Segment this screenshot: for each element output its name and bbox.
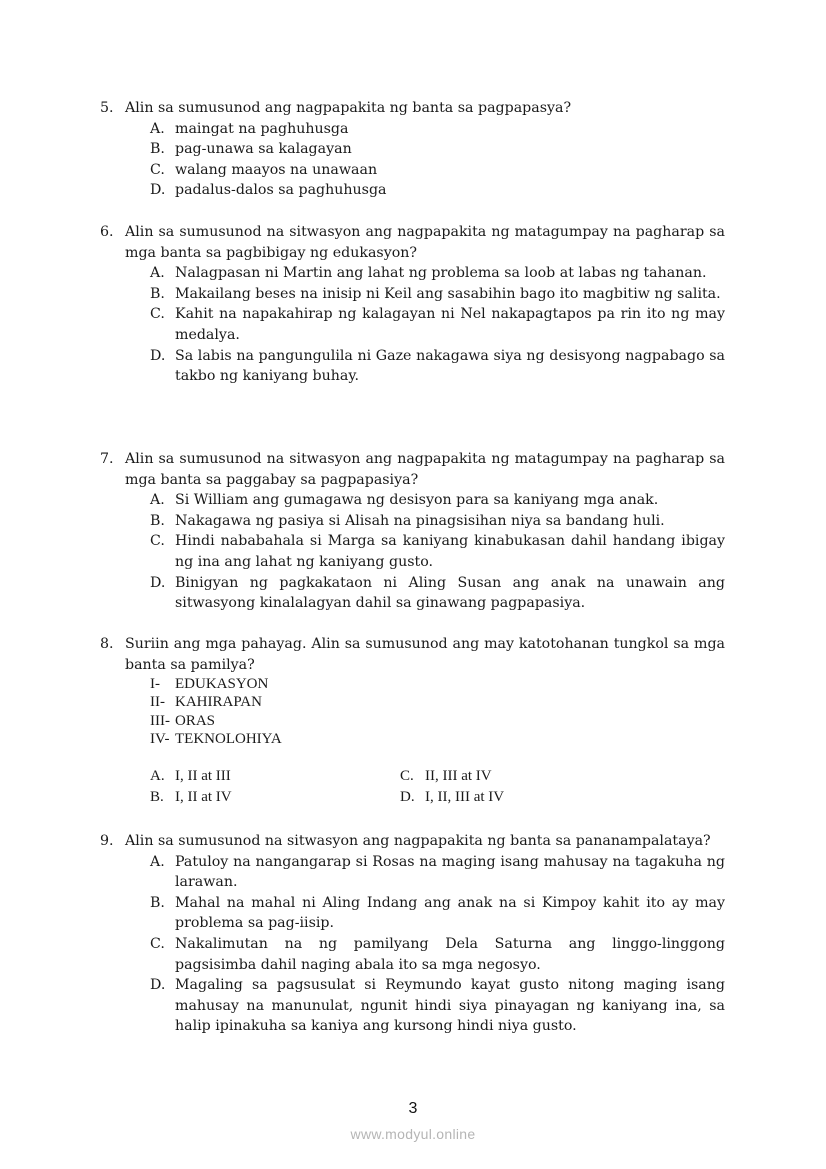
option-letter: D. — [150, 347, 166, 364]
question-text: Alin sa sumusunod na sitwasyon ang nagpapakita ng matagumpay na pagharap sa mga banta sa pagbibigay ng edukasyon? — [125, 224, 725, 261]
option-text: Kahit na napakahirap ng kalagayan ni Nel nakapagtapos pa rin ito ng may medalya. — [175, 306, 725, 343]
option-d — [150, 346, 725, 387]
option-text: I, II at III — [175, 768, 231, 784]
option-a — [150, 263, 725, 284]
question-6 — [100, 222, 725, 387]
option-text: walang maayos na unawaan — [175, 161, 378, 178]
question-number: 5. — [100, 100, 114, 116]
question-text: Alin sa sumusunod na sitwasyon ang nagpapakita ng matagumpay na pagharap sa mga banta sa paggabay sa pagpapasiya? — [125, 451, 725, 488]
option-letter: D. — [400, 788, 415, 805]
answer-grid — [150, 766, 725, 807]
option-text: Binigyan ng pagkakataon ni Aling Susan ang anak na unawain ang sitwasyong kinalalagyan dahil sa ginawang pagpapasiya. — [175, 574, 725, 612]
option-b — [150, 511, 725, 532]
option-d — [150, 180, 725, 201]
option-b — [150, 139, 725, 160]
option-text: Sa labis na pangungulila ni Gaze nakagawa siya ng desisyong nagpabago sa takbo ng kaniyang buhay. — [175, 347, 725, 385]
option-letter: C. — [400, 768, 414, 784]
option-text: Si William ang gumagawa ng desisyon para sa kaniyang mga anak. — [175, 492, 659, 509]
option-b — [150, 893, 725, 934]
option-letter: B. — [150, 512, 165, 529]
question-number: 6. — [100, 224, 114, 240]
question-text: Suriin ang mga pahayag. Alin sa sumusunod ang may katotohanan tungkol sa mga banta sa pamilya? — [125, 636, 725, 673]
option-letter: A. — [150, 120, 165, 137]
option-text: II, III at IV — [425, 768, 492, 784]
option-a — [150, 119, 725, 140]
option-letter: C. — [150, 161, 165, 178]
option-a — [150, 490, 725, 511]
option-a — [150, 766, 400, 787]
option-text: Makailang beses na inisip ni Keil ang sasabihin bago ito magbitiw ng salita. — [175, 285, 721, 302]
option-c — [150, 160, 725, 181]
option-letter: A. — [150, 853, 165, 870]
statement-numeral: II- — [150, 694, 165, 711]
option-text: Nakalimutan na ng pamilyang Dela Saturna ang linggo-linggong pagsisimba dahil naging abala ito sa mga negosyo. — [175, 935, 725, 973]
option-text: Magaling sa pagsusulat si Reymundo kayat gusto nitong maging isang mahusay na manunulat, ngunit hindi siya pinayagan ng kaniyang ina, sa halip ipinakuha sa kaniya ang kursong hindi niya gusto. — [175, 977, 725, 1035]
statement-item — [150, 712, 725, 730]
option-d — [150, 573, 725, 614]
option-text: I, II at IV — [175, 788, 232, 805]
option-letter: D. — [150, 977, 166, 994]
option-d — [400, 787, 650, 808]
option-b — [150, 284, 725, 305]
statement-item — [150, 730, 725, 748]
watermark-url: www.modyul.online — [350, 1126, 476, 1142]
option-letter: C. — [150, 306, 165, 323]
option-letter: B. — [150, 285, 165, 302]
question-5 — [100, 98, 725, 201]
option-text: I, II, III at IV — [425, 788, 505, 805]
statement-numeral: IV- — [150, 730, 170, 747]
option-letter: B. — [150, 141, 165, 158]
statement-list — [150, 675, 725, 748]
question-text: Alin sa sumusunod na sitwasyon ang nagpapakita ng banta sa pananampalataya? — [125, 833, 711, 849]
option-d — [150, 975, 725, 1037]
option-a — [150, 852, 725, 893]
statement-text: ORAS — [175, 712, 216, 729]
option-b — [150, 787, 400, 808]
question-number: 9. — [100, 833, 114, 849]
question-number: 8. — [100, 636, 114, 652]
option-letter: A. — [150, 492, 165, 509]
statement-text: EDUKASYON — [175, 676, 269, 693]
option-text: padalus-dalos sa paghuhusga — [175, 182, 387, 199]
option-text: maingat na paghuhusga — [175, 120, 349, 137]
option-c — [150, 304, 725, 345]
statement-numeral: III- — [150, 712, 170, 729]
option-letter: D. — [150, 182, 166, 199]
question-text: Alin sa sumusunod ang nagpapakita ng banta sa pagpapasya? — [125, 100, 572, 116]
option-letter: A. — [150, 768, 165, 784]
option-text: Patuloy na nangangarap si Rosas na maging isang mahusay na tagakuha ng larawan. — [175, 853, 725, 891]
option-text: Hindi nababahala si Marga sa kaniyang kinabukasan dahil handang ibigay ng ina ang lahat ng kaniyang gusto. — [175, 533, 725, 570]
statement-item — [150, 693, 725, 711]
option-letter: A. — [150, 265, 165, 282]
option-text: Mahal na mahal ni Aling Indang ang anak na si Kimpoy kahit ito ay may problema sa pag-iisip. — [175, 894, 725, 932]
option-letter: B. — [150, 788, 164, 805]
question-9 — [100, 831, 725, 1037]
page-number: 3 — [408, 1100, 418, 1117]
option-letter: B. — [150, 894, 165, 911]
option-c — [150, 531, 725, 572]
statement-item — [150, 675, 725, 693]
statement-text: TEKNOLOHIYA — [175, 730, 282, 747]
option-letter: D. — [150, 574, 166, 591]
question-number: 7. — [100, 451, 114, 467]
statement-numeral: I- — [150, 676, 160, 693]
option-c — [400, 766, 650, 787]
question-7 — [100, 449, 725, 614]
option-text: pag-unawa sa kalagayan — [175, 141, 352, 158]
option-letter: C. — [150, 533, 165, 550]
question-8 — [100, 634, 725, 807]
option-letter: C. — [150, 935, 165, 952]
statement-text: KAHIRAPAN — [175, 694, 262, 711]
option-text: Nalagpasan ni Martin ang lahat ng problema sa loob at labas ng tahanan. — [175, 265, 707, 282]
option-c — [150, 934, 725, 975]
option-text: Nakagawa ng pasiya si Alisah na pinagsisihan niya sa bandang huli. — [175, 512, 665, 529]
